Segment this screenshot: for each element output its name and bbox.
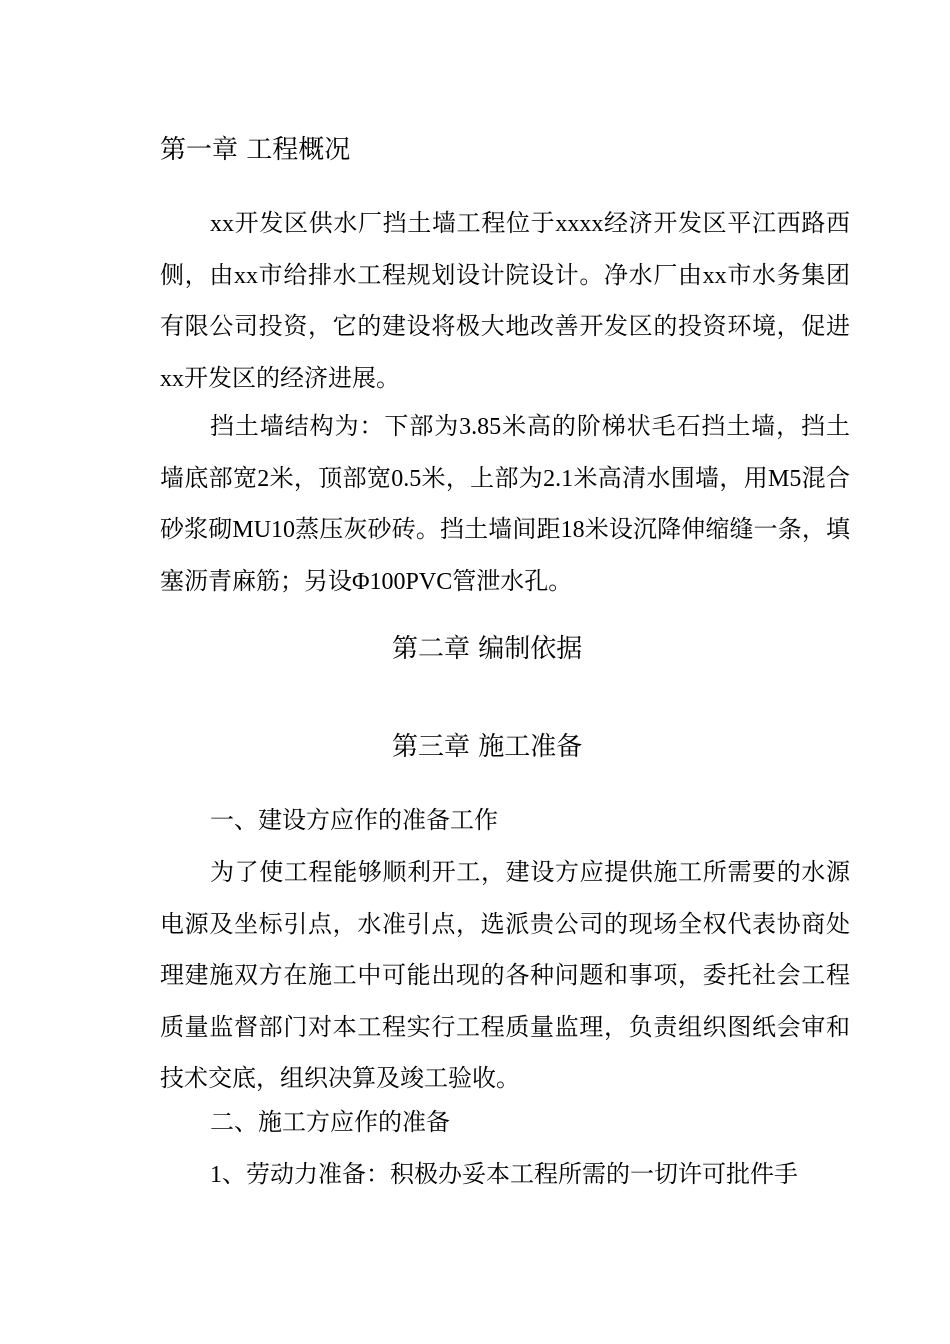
chapter1-paragraph-overview: xx开发区供水厂挡土墙工程位于xxxx经济开发区平江西路西侧，由xx市给排水工程规划设计院设计。净水厂由xx市水务集团有限公司投资，它的建设将极大地改善开发区的投资环境，促进xx开发区的经济进展。 (160, 211, 850, 392)
chapter1-title: 第一章 工程概况 (160, 135, 351, 165)
chapter2-title: 第二章 编制依据 (392, 634, 583, 664)
section2-item-1: 1、劳动力准备：积极办妥本工程所需的一切许可批件手 (210, 1162, 798, 1188)
section1-title: 一、建设方应作的准备工作 (210, 808, 498, 834)
section2-title: 二、施工方应作的准备 (210, 1110, 450, 1136)
section1-paragraph: 为了使工程能够顺利开工，建设方应提供施工所需要的水源电源及坐标引点，水准引点，选派贵公司的现场全权代表协商处理建施双方在施工中可能出现的各种问题和事项，委托社会工程质量监督部门对本工程实行工程质量监理，负责组织图纸会审和技术交底，组织决算及竣工验收。 (160, 860, 850, 1092)
chapter3-title: 第三章 施工准备 (392, 732, 583, 762)
chapter1-paragraph-structure: 挡土墙结构为：下部为3.85米高的阶梯状毛石挡土墙，挡土墙底部宽2米，顶部宽0.5米，上部为2.1米高清水围墙，用M5混合砂浆砌MU10蒸压灰砂砖。挡土墙间距18米设沉降伸缩缝一条，填塞沥青麻筋；另设Φ100PVC管泄水孔。 (160, 414, 850, 595)
